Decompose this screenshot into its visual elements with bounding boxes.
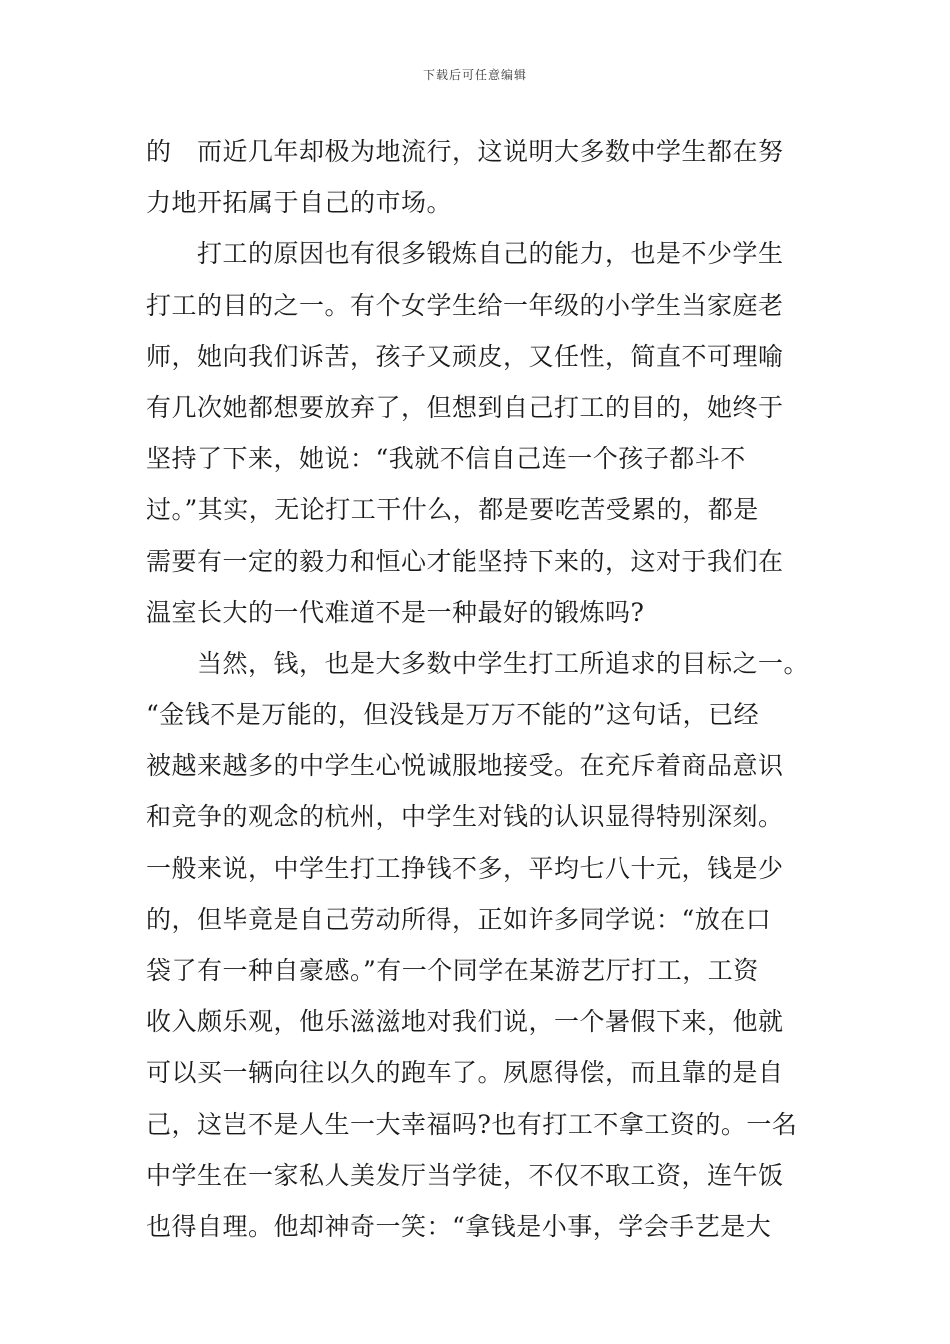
text-line: 需要有一定的毅力和恒心才能坚持下来的，这对于我们在: [146, 546, 784, 576]
text-line: 和竞争的观念的杭州，中学生对钱的认识显得特别深刻。: [146, 802, 784, 832]
text-line: 可以买一辆向往以久的跑车了。夙愿得偿，而且靠的是自: [146, 1058, 784, 1088]
text-line: 师，她向我们诉苦，孩子又顽皮，又任性，简直不可理喻: [146, 341, 784, 371]
text-line: 一般来说，中学生打工挣钱不多，平均七八十元，钱是少: [146, 853, 784, 883]
text-line: 有几次她都想要放弃了，但想到自己打工的目的，她终于: [146, 392, 784, 422]
text-line: 打工的目的之一。有个女学生给一年级的小学生当家庭老: [146, 290, 784, 320]
text-line: 温室长大的一代难道不是一种最好的锻炼吗?: [146, 597, 645, 627]
text-line: 过。”其实，无论打工干什么，都是要吃苦受累的，都是: [146, 495, 759, 525]
text-line: 己，这岂不是人生一大幸福吗?也有打工不拿工资的。一名: [146, 1109, 798, 1139]
text-line: 打工的原因也有很多锻炼自己的能力，也是不少学生: [146, 239, 784, 269]
text-line: 的 而近几年却极为地流行，这说明大多数中学生都在努: [146, 137, 784, 166]
text-line: 当然，钱，也是大多数中学生打工所追求的目标之一。: [146, 648, 810, 678]
text-line: 坚持了下来，她说：“我就不信自己连一个孩子都斗不: [146, 444, 746, 474]
text-line: 被越来越多的中学生心悦诚服地接受。在充斥着商品意识: [146, 751, 784, 781]
text-line: “金钱不是万能的，但没钱是万万不能的”这句话，已经: [146, 700, 760, 730]
document-body: [146, 126, 826, 1252]
text-line: 的，但毕竟是自己劳动所得，正如许多同学说：“放在口: [146, 904, 772, 934]
text-line: 袋了有一种自豪感。”有一个同学在某游艺厅打工，工资: [146, 956, 759, 985]
text-line: 也得自理。他却神奇一笑：“拿钱是小事，学会手艺是大: [146, 1211, 772, 1241]
text-line: 中学生在一家私人美发厅当学徒，不仅不取工资，连午饭: [146, 1160, 784, 1190]
text-line: 力地开拓属于自己的市场。: [146, 188, 453, 218]
text-line: 收入颇乐观，他乐滋滋地对我们说，一个暑假下来，他就: [146, 1007, 784, 1037]
page-header: 下载后可任意编辑: [422, 68, 527, 82]
